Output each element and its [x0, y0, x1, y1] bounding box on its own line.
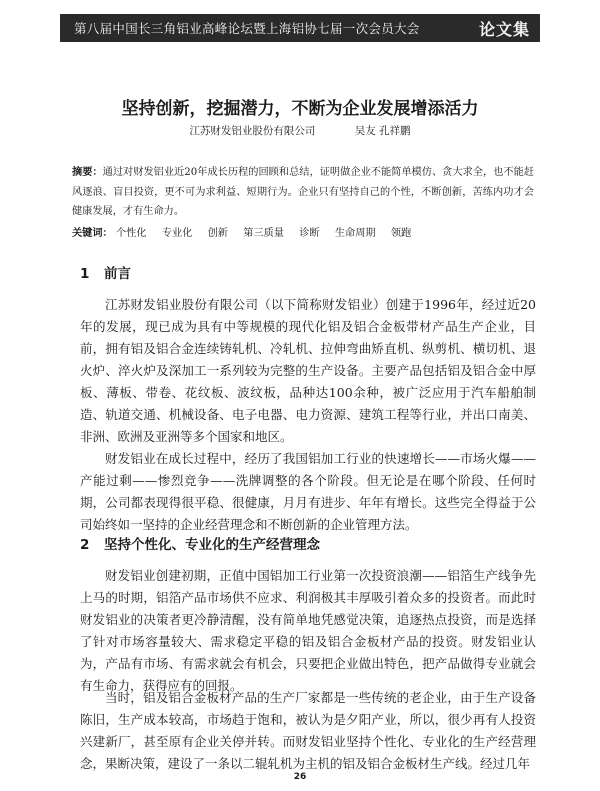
- keyword: 诊断: [299, 228, 320, 239]
- company-name: 江苏财发铝业股份有限公司: [189, 125, 316, 137]
- collection-label: 论文集: [478, 19, 530, 39]
- author-names: 吴友 孔祥鹏: [354, 125, 411, 137]
- keyword: 第三质量: [243, 228, 284, 239]
- section-heading-intro: [80, 262, 540, 282]
- paper-title: 坚持创新，挖掘潜力，不断为企业发展增添活力: [121, 99, 479, 119]
- body-paragraph: 财发铝业创建初期，正值中国铝加工行业第一次投资浪潮——铝箔生产线争先上马的时期，铝箔产品市场供不应求、利润极其丰厚吸引着众多的投资者。而此时财发铝业的决策者更冷静清醒，没有简单地凭感觉决策，追逐热点投资，而是选择了针对市场容量较大、需求稳定平稳的铝及铝合金板材产品的投资。财发铝业认为，产品有市场、有需求就会有机会，只要把企业做出特色，把产品做得专业就会有生命力，获得应有的回报。: [80, 568, 536, 693]
- abstract: [72, 163, 534, 222]
- section-number: 2: [80, 537, 90, 553]
- abstract-label: 摘要：: [72, 167, 103, 178]
- byline: [60, 123, 540, 138]
- page-number: 26: [293, 772, 307, 782]
- conference-title: 第八届中国长三角铝业高峰论坛暨上海铝协七届一次会员大会: [74, 21, 420, 36]
- body-paragraph: 当时，铝及铝合金板材产品的生产厂家都是一些传统的老企业，由于生产设备陈旧，生产成本较高，市场趋于饱和，被认为是夕阳产业，所以，很少再有人投资兴建新厂，甚至原有企业关停并转。而财发铝业坚持个性化、专业化的生产经营理念，果断决策，建设了一条以二辊轧机为主机的铝及铝合金板材生产线。经过几年: [80, 690, 536, 771]
- keyword: 创新: [207, 228, 228, 239]
- keyword: 领跑: [390, 228, 412, 239]
- header-banner: [60, 14, 540, 42]
- section-title: 前言: [104, 266, 131, 282]
- abstract-text: 通过对财发铝业近20年成长历程的回顾和总结，证明做企业不能简单模仿、贪大求全，也不能赶风逐浪、盲目投资，更不可为求利益、短期行为。企业只有坚持自己的个性，不断创新，苦练内功才会健康发展，才有生命力。: [72, 167, 534, 217]
- keywords-label: 关键词：: [72, 228, 113, 239]
- section-heading-strategy: [80, 533, 540, 553]
- section-title: 坚持个性化、专业化的生产经营理念: [104, 537, 320, 553]
- keyword: 生命周期: [334, 228, 376, 239]
- section-number: 1: [80, 266, 90, 282]
- keywords: [72, 226, 534, 242]
- keyword: 专业化: [161, 228, 193, 239]
- keyword: 个性化: [116, 228, 147, 239]
- body-paragraph: 财发铝业在成长过程中，经历了我国铝加工行业的快速增长——市场火爆——产能过剩——惨烈竞争——洗牌调整的各个阶段。但无论是在哪个阶段、任何时期，公司都表现得很平稳、很健康，月月有进步、年年有增长。这些完全得益于公司始终如一坚持的企业经营理念和不断创新的企业管理方法。: [80, 451, 536, 532]
- body-paragraph: 江苏财发铝业股份有限公司（以下简称财发铝业）创建于1996年，经过近20年的发展，现已成为具有中等规模的现代化铝及铝合金板带材产品生产企业，目前，拥有铝及铝合金连续铸轧机、冷轧机、拉伸弯曲矫直机、纵剪机、横切机、退火炉、淬火炉及深加工一系列较为完整的生产设备。主要产品包括铝及铝合金中厚板、薄板、带卷、花纹板、波纹板，品种达100余种，被广泛应用于汽车船舶制造、轨道交通、机械设备、电子电器、电力资源、建筑工程等行业，并出口南美、非洲、欧洲及亚洲等多个国家和地区。: [80, 297, 536, 444]
